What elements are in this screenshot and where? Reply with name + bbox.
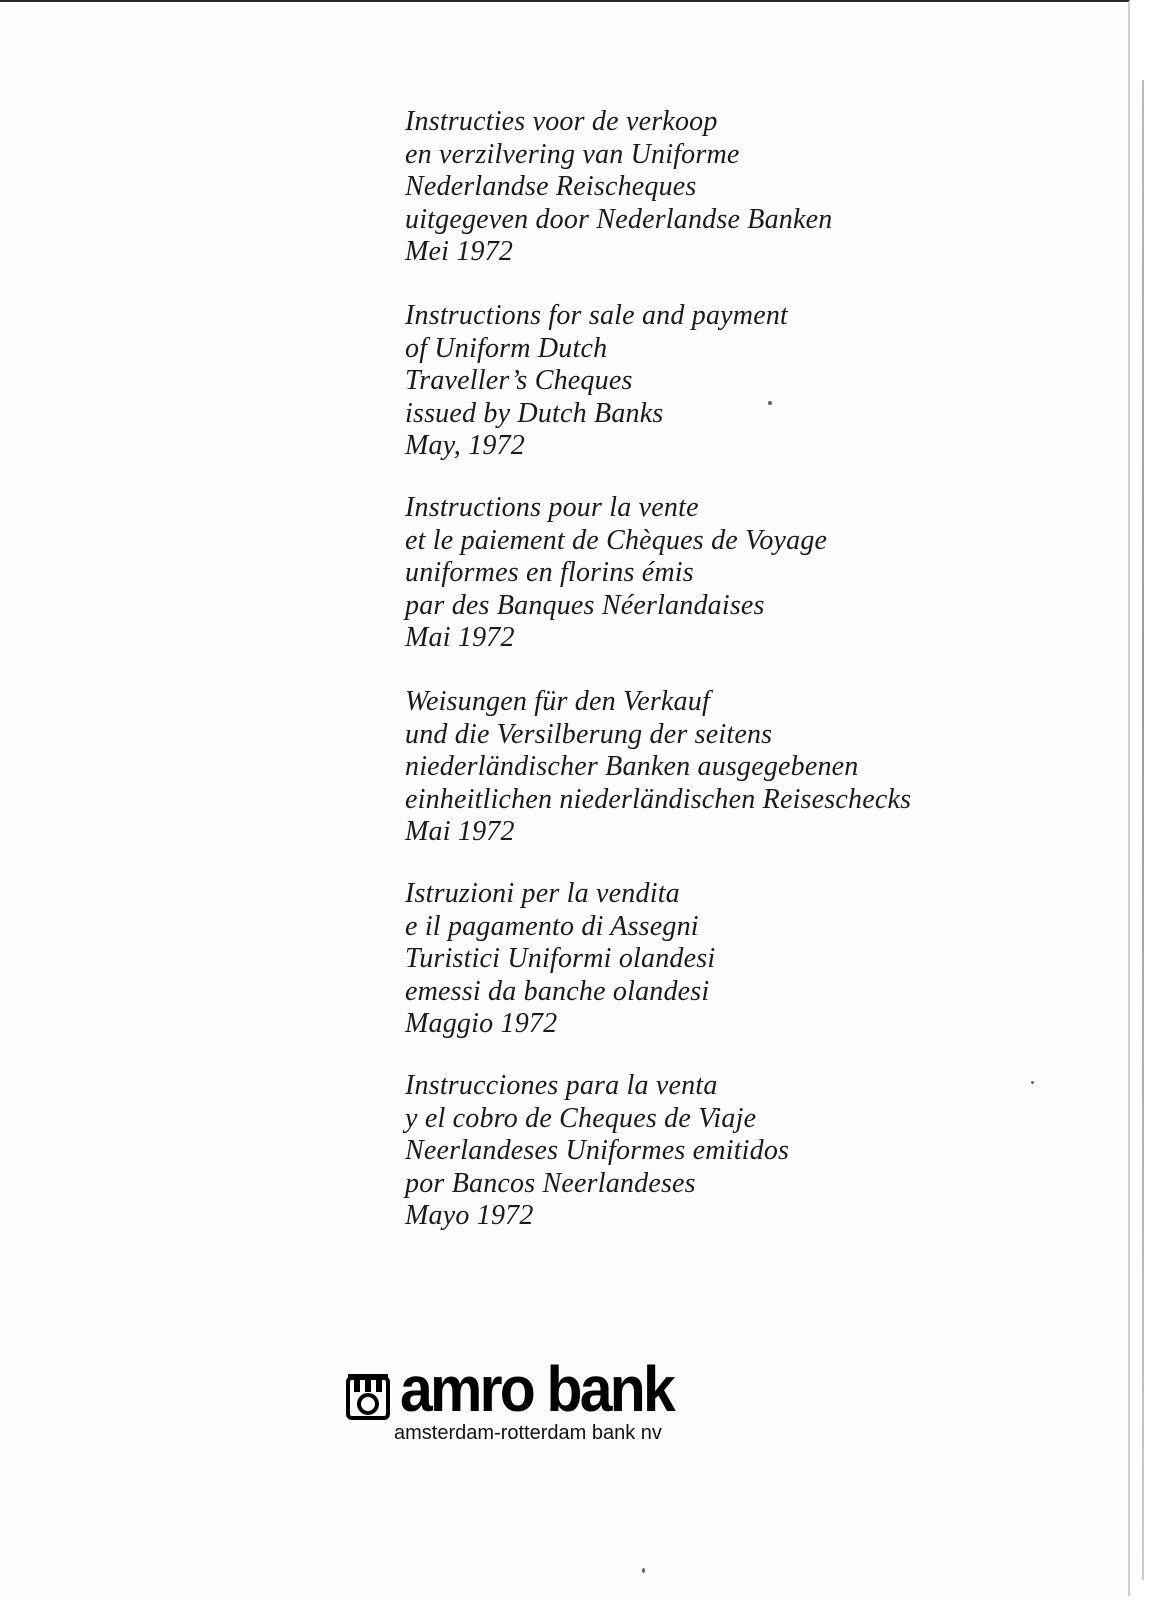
instruction-block-dutch xyxy=(405,106,1045,269)
text-line: par des Banques Néerlandaises xyxy=(405,589,765,621)
date-line: May, 1972 xyxy=(405,430,526,461)
amro-bank-logo xyxy=(346,1353,746,1444)
text-line: y el cobro de Cheques de Viaje xyxy=(405,1102,757,1134)
text-line: Instructions pour la vente xyxy=(405,492,699,523)
text-line: e il pagamento di Assegni xyxy=(405,910,699,942)
text-line: por Bancos Neerlandeses xyxy=(405,1167,696,1199)
text-line: uitgegeven door Nederlandse Banken xyxy=(405,203,833,235)
text-line: en verzilvering van Uniforme xyxy=(405,138,740,170)
text-line: issued by Dutch Banks xyxy=(405,397,664,429)
date-line: Maggio 1972 xyxy=(405,1008,558,1039)
instruction-block-french xyxy=(405,492,1045,655)
date-line: Mai 1972 xyxy=(405,816,515,847)
paper-speck xyxy=(768,401,772,405)
logo-subtitle: amsterdam-rotterdam bank nv xyxy=(394,1422,662,1444)
text-line: niederländischer Banken ausgegebenen xyxy=(405,751,859,782)
paper-speck xyxy=(1031,1081,1034,1084)
text-line: Instructions for sale and payment xyxy=(405,300,789,331)
amro-bank-logo-icon xyxy=(346,1374,390,1422)
instruction-block-italian xyxy=(405,878,1045,1041)
date-line: Mei 1972 xyxy=(405,236,514,267)
text-line: uniformes en florins émis xyxy=(405,557,694,588)
text-line: et le paiement de Chèques de Voyage xyxy=(405,524,828,556)
text-line: Instrucciones para la venta xyxy=(405,1070,718,1101)
text-line: Turistici Uniformi olandesi xyxy=(405,943,716,974)
date-line: Mayo 1972 xyxy=(405,1200,534,1231)
logo-name: amro bank xyxy=(400,1353,673,1425)
text-line: und die Versilberung der seitens xyxy=(405,718,773,750)
text-line: Instructies voor de verkoop xyxy=(405,106,718,137)
text-line: of Uniform Dutch xyxy=(405,332,608,364)
text-line: Neerlandeses Uniformes emitidos xyxy=(405,1135,790,1166)
paper-speck xyxy=(642,1568,645,1573)
text-line: Istruzioni per la vendita xyxy=(405,878,680,909)
page-edge xyxy=(1142,80,1144,1580)
instruction-block-german xyxy=(405,686,1045,849)
text-line: Weisungen für den Verkauf xyxy=(405,686,710,717)
text-line: Nederlandse Reischeques xyxy=(405,171,697,202)
text-line: emessi da banche olandesi xyxy=(405,975,710,1007)
date-line: Mai 1972 xyxy=(405,622,515,653)
text-line: Traveller’s Cheques xyxy=(405,365,633,396)
text-line: einheitlichen niederländischen Reiseschecks xyxy=(405,783,912,815)
instruction-block-spanish xyxy=(405,1070,1045,1233)
instruction-block-english xyxy=(405,300,1045,463)
